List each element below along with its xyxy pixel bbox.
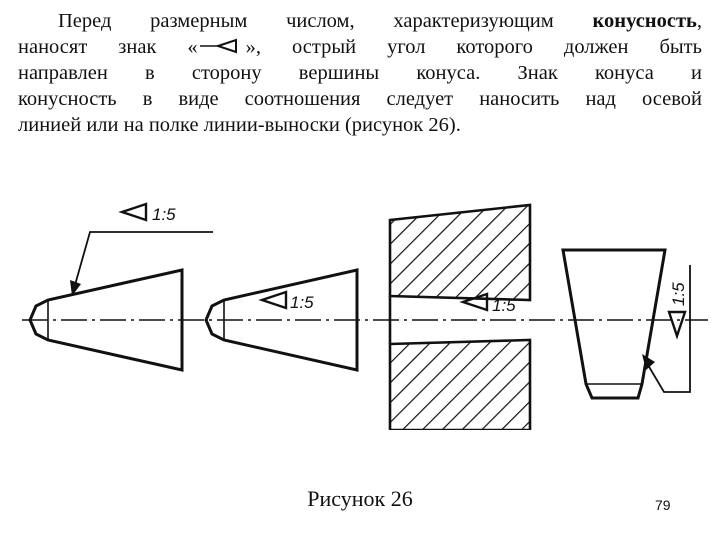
- paragraph-line-1: [18, 8, 702, 34]
- bold-term-konusnost: конусность: [592, 10, 697, 32]
- page-number: 79: [655, 497, 671, 513]
- hole-taper-label: 1:5: [492, 296, 516, 315]
- text-run: Перед размерным числом, характеризующим: [58, 10, 593, 32]
- text-run: », острый угол которого должен быть: [245, 36, 702, 58]
- cone-sign-icon: [198, 37, 246, 55]
- text-run: ,: [696, 10, 702, 32]
- leader-taper-label: 1:5: [152, 205, 176, 224]
- text-run: наносят знак «: [18, 36, 198, 58]
- paragraph-line-3: направлен в сторону вершины конуса. Знак конуса и: [18, 62, 702, 84]
- tapered-hole-section: [390, 205, 530, 430]
- cone-1-with-leader: [30, 204, 213, 370]
- vertical-taper-label: 1:5: [669, 282, 688, 306]
- cone-sign-icon: [122, 204, 146, 220]
- paragraph-line-5: линией или на полке линии-выноски (рисунок 26).: [18, 114, 461, 136]
- vertical-cone: [563, 250, 690, 398]
- cone-sign-icon: [669, 312, 685, 336]
- figure-26-drawing: [0, 190, 720, 430]
- paragraph-line-4: конусность в виде соотношения следует наносить над осевой: [18, 88, 702, 110]
- body-paragraph: [18, 8, 702, 138]
- cone-2-taper-label: 1:5: [290, 293, 314, 312]
- cone-sign-icon: [262, 292, 286, 308]
- figure-caption: Рисунок 26: [307, 486, 413, 511]
- paragraph-line-2: [18, 34, 702, 60]
